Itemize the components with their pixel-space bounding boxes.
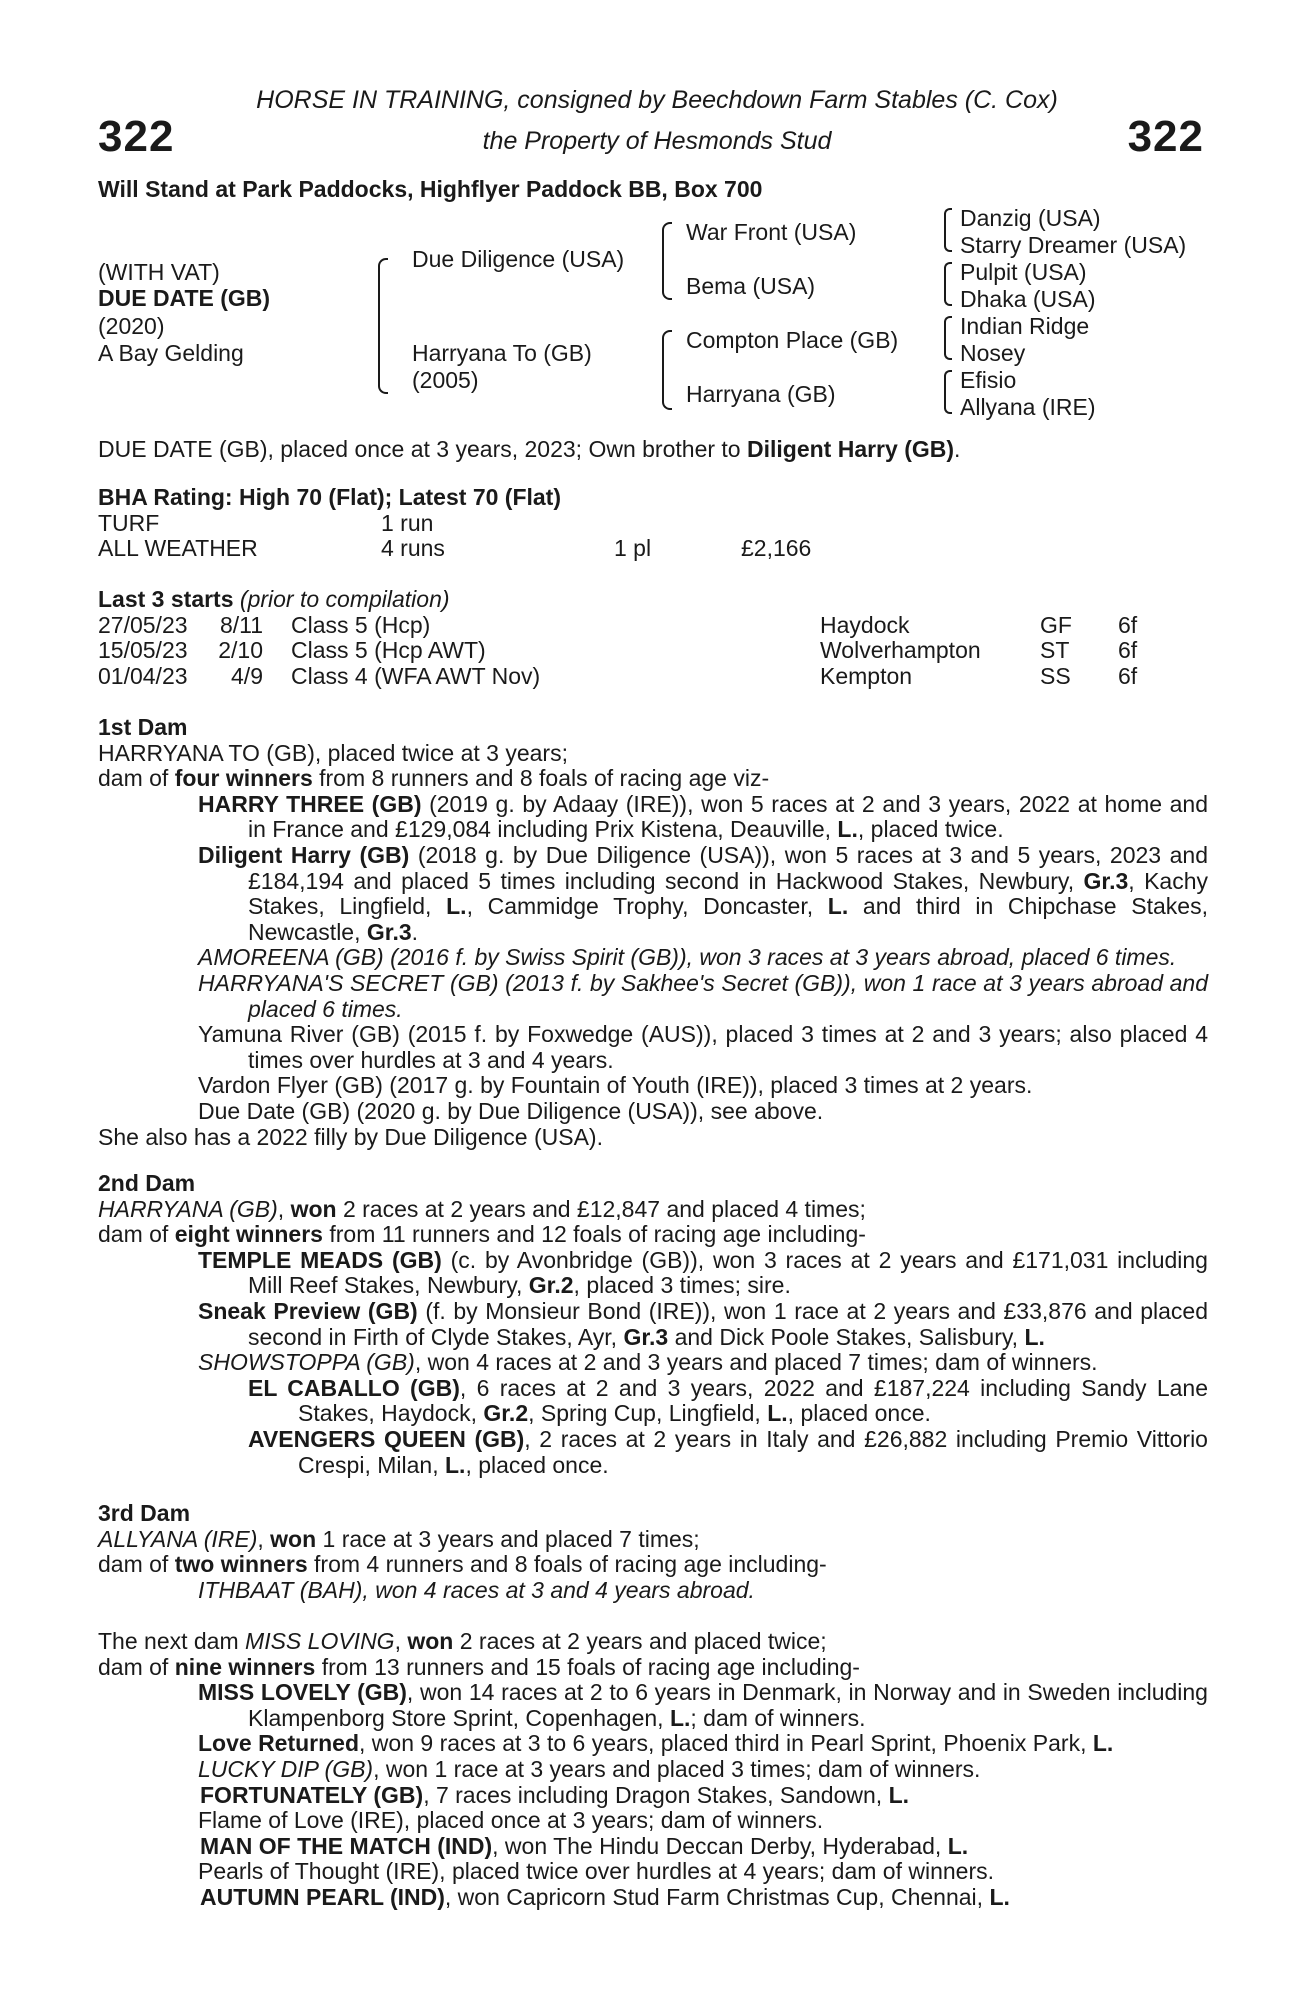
produce-entry	[98, 1680, 1208, 1731]
text: 2 races at 2 years and £12,847 and placed 4 times;	[336, 1195, 866, 1222]
start-course: Wolverhampton	[820, 637, 981, 664]
third-dam-section	[98, 1501, 1208, 1603]
pedigree-g3-7: Efisio	[960, 367, 1017, 393]
produce-entry: Flame of Love (IRE), placed once at 3 years; dam of winners.	[198, 1807, 824, 1834]
rating-turf-row	[98, 511, 1208, 537]
grand-produce-entry	[98, 1885, 1208, 1911]
produce-name: HARRY THREE (GB)	[198, 790, 422, 817]
start-position: 8/11	[219, 611, 263, 638]
pedigree-sire-dam: Bema (USA)	[686, 273, 816, 299]
listed-grade: L.	[947, 1832, 969, 1859]
horse-year: (2020)	[98, 313, 165, 339]
next-dam-produce-line	[98, 1655, 1208, 1681]
first-dam-produce-line	[98, 766, 1208, 792]
listed-grade: L.	[444, 1451, 466, 1478]
second-dam-line	[98, 1197, 1208, 1223]
start-date: 01/04/23	[98, 662, 188, 689]
aw-prize: £2,166	[741, 535, 812, 562]
text: (2018 g. by Due Diligence (USA)), won 5 races at 3 and 5 years, 2023 and £184,194 and placed 5 times including second in Hackwood Stakes, Newbury,	[248, 841, 1208, 894]
won-label: won	[290, 1195, 337, 1222]
text: from 13 runners and 15 foals of racing age including-	[315, 1653, 860, 1680]
next-dam-line	[98, 1629, 1208, 1655]
grand-produce-entry	[98, 1376, 1208, 1427]
group-grade: Gr.3	[366, 918, 412, 945]
produce-entry	[98, 1731, 1208, 1757]
listed-grade: L.	[1024, 1323, 1045, 1350]
start-distance: 6f	[1118, 637, 1138, 664]
text: (c. by Avonbridge (GB)), won 3 races at 2 years and £171,031 including Mill Reef Stakes, Newbury,	[248, 1246, 1208, 1299]
text: from 8 runners and 8 foals of racing age viz-	[312, 765, 770, 792]
pedigree-sire-sire: War Front (USA)	[686, 219, 857, 245]
starts-heading	[98, 587, 1208, 613]
aw-placed: 1 pl	[614, 535, 652, 562]
first-dam-section	[98, 715, 1208, 1150]
produce-entry	[98, 1350, 1208, 1376]
produce-entry	[98, 843, 1208, 945]
text: ; dam of winners.	[690, 1704, 866, 1731]
pedigree-g3-3: Pulpit (USA)	[960, 259, 1087, 285]
text: from 4 runners and 8 foals of racing age including-	[307, 1551, 827, 1578]
start-date: 15/05/23	[98, 637, 188, 664]
listed-grade: L.	[989, 1883, 1010, 1910]
pedigree-brace-dam	[662, 330, 672, 410]
start-going: SS	[1040, 662, 1071, 689]
listed-grade: L.	[446, 893, 467, 920]
property-line: the Property of Hesmonds Stud	[482, 127, 832, 155]
text: 1 race at 3 years and placed 7 times;	[316, 1525, 700, 1552]
rating-title: BHA Rating: High 70 (Flat); Latest 70 (Flat)	[98, 484, 561, 510]
pedigree-brace-sd	[944, 262, 952, 306]
produce-entry	[98, 792, 1208, 843]
second-dam-title: 2nd Dam	[98, 1170, 196, 1196]
text: and third in Chipchase Stakes, Newcastle,	[248, 893, 1208, 945]
winners-count: two winners	[174, 1551, 308, 1578]
text: , 7 races including Dragon Stakes, Sandown,	[423, 1781, 889, 1808]
text: ,	[257, 1525, 271, 1552]
text: , won Capricorn Stud Farm Christmas Cup, Chennai,	[444, 1883, 990, 1910]
start-going: GF	[1040, 611, 1072, 638]
text: , placed twice.	[857, 816, 1004, 843]
start-date: 27/05/23	[98, 611, 188, 638]
start-position: 2/10	[218, 637, 263, 664]
text: The next dam	[98, 1628, 246, 1654]
starts-title: Last 3 starts	[98, 586, 234, 612]
pedigree-g3-8: Allyana (IRE)	[960, 394, 1096, 420]
starts-note: (prior to compilation)	[239, 586, 450, 612]
produce-entry: Due Date (GB) (2020 g. by Due Diligence (USA)), see above.	[198, 1097, 824, 1124]
start-race: Class 4 (WFA AWT Nov)	[291, 662, 541, 689]
text: , won 4 races at 2 and 3 years and placed 7 times; dam of winners.	[414, 1349, 1098, 1376]
pedigree-brace-sire	[662, 222, 672, 300]
aw-label: ALL WEATHER	[98, 535, 258, 562]
start-going: ST	[1040, 637, 1070, 664]
pedigree-brace-main	[378, 258, 388, 394]
produce-name: MAN OF THE MATCH (IND)	[200, 1832, 493, 1859]
grand-produce-entry	[98, 1427, 1208, 1478]
start-race: Class 5 (Hcp)	[291, 611, 431, 638]
consignor-line: HORSE IN TRAINING, consigned by Beechdown Farm Stables (C. Cox)	[256, 86, 1058, 114]
text: (f. by Monsieur Bond (IRE)), won 1 race at 2 years and £33,876 and placed second in Firth of Clyde Stakes, Ayr,	[248, 1297, 1208, 1350]
turf-runs: 1 run	[381, 509, 434, 536]
produce-name: SHOWSTOPPA (GB)	[198, 1349, 415, 1376]
produce-name: AVENGERS QUEEN (GB)	[248, 1425, 525, 1452]
pedigree-dam-sire: Compton Place (GB)	[686, 327, 899, 353]
start-row	[98, 638, 1208, 664]
pedigree-g3-6: Nosey	[960, 340, 1026, 366]
summary-end: .	[954, 436, 961, 462]
pedigree-g3-2: Starry Dreamer (USA)	[960, 232, 1187, 258]
produce-entry	[98, 1299, 1208, 1350]
won-label: won	[407, 1628, 454, 1654]
produce-entry: ITHBAAT (BAH), won 4 races at 3 and 4 years abroad.	[198, 1576, 755, 1603]
start-race: Class 5 (Hcp AWT)	[291, 637, 486, 664]
summary-text: DUE DATE (GB), placed once at 3 years, 2023; Own brother to	[98, 436, 747, 462]
text: from 11 runners and 12 foals of racing age including-	[322, 1221, 866, 1248]
text: (2019 g. by Adaay (IRE)), won 5 races at 2 and 3 years, 2022 at home and in France and £129,084 including Prix Kistena, Deauville,	[248, 790, 1209, 843]
dam-name: ALLYANA (IRE)	[98, 1525, 258, 1552]
winners-count: nine winners	[174, 1653, 316, 1680]
next-dam-section	[98, 1629, 1208, 1911]
produce-entry	[98, 1757, 1208, 1783]
start-row	[98, 664, 1208, 690]
start-course: Haydock	[820, 611, 910, 638]
grand-produce-entry	[98, 1783, 1208, 1809]
group-grade: Gr.3	[1083, 867, 1129, 894]
group-grade: Gr.2	[483, 1400, 529, 1427]
produce-entry: AMOREENA (GB) (2016 f. by Swiss Spirit (GB)), won 3 races at 3 years abroad, placed 6 times.	[198, 944, 1177, 971]
start-position: 4/9	[231, 662, 263, 689]
text: , placed once.	[787, 1400, 931, 1427]
text: and Dick Poole Stakes, Salisbury,	[668, 1323, 1025, 1350]
listed-grade: L.	[837, 816, 858, 843]
grand-produce-entry	[98, 1834, 1208, 1860]
dam-name: MISS LOVING	[245, 1628, 395, 1654]
text: dam of	[98, 1653, 175, 1680]
produce-name: AUTUMN PEARL (IND)	[200, 1883, 445, 1910]
pedigree-g3-4: Dhaka (USA)	[960, 286, 1096, 312]
text: , won 9 races at 3 to 6 years, placed third in Pearl Sprint, Phoenix Park,	[359, 1730, 1093, 1757]
horse-description: A Bay Gelding	[98, 340, 244, 366]
text: dam of	[98, 765, 175, 792]
third-dam-title: 3rd Dam	[98, 1500, 191, 1526]
pedigree-brace-dd	[944, 370, 952, 414]
text: ,	[277, 1195, 291, 1222]
text: , 6 races at 2 and 3 years, 2022 and £187,224 including Sandy Lane Stakes, Haydock,	[298, 1374, 1208, 1427]
pedigree-g3-5: Indian Ridge	[960, 313, 1090, 339]
text: , won 1 race at 3 years and placed 3 times; dam of winners.	[373, 1755, 981, 1782]
lot-number-left: 322	[98, 112, 175, 161]
text: , Spring Cup, Lingfield,	[528, 1400, 768, 1427]
horse-name: DUE DATE (GB)	[98, 285, 271, 311]
text: , 2 races at 2 years in Italy and £26,882 including Premio Vittorio Crespi, Milan,	[298, 1425, 1208, 1478]
text: , Cammidge Trophy, Doncaster,	[466, 893, 828, 920]
text: , Kachy Stakes, Lingfield,	[248, 867, 1208, 920]
summary-line	[98, 436, 960, 462]
produce-name: Sneak Preview (GB)	[198, 1297, 418, 1324]
first-dam-line: HARRYANA TO (GB), placed twice at 3 years;	[98, 739, 568, 766]
group-grade: Gr.2	[528, 1272, 574, 1299]
produce-name: MISS LOVELY (GB)	[198, 1679, 407, 1706]
rating-aw-row	[98, 536, 1208, 562]
produce-name: FORTUNATELY (GB)	[200, 1781, 424, 1808]
pedigree-g3-1: Danzig (USA)	[960, 205, 1101, 231]
pedigree-brace-ds	[944, 316, 952, 360]
text: dam of	[98, 1221, 175, 1248]
pedigree-dam-year: (2005)	[412, 367, 479, 393]
produce-entry: HARRYANA'S SECRET (GB) (2013 f. by Sakhee's Secret (GB)), won 1 race at 3 years abroad and placed 6 times.	[198, 969, 1208, 1022]
produce-name: TEMPLE MEADS (GB)	[198, 1246, 442, 1273]
text: , won The Hindu Deccan Derby, Hyderabad,	[492, 1832, 948, 1859]
vat-status: (WITH VAT)	[98, 259, 220, 285]
text: , placed 3 times; sire.	[573, 1272, 791, 1299]
text: 2 races at 2 years and placed twice;	[453, 1628, 827, 1654]
produce-name: EL CABALLO (GB)	[248, 1374, 460, 1401]
second-dam-produce-line	[98, 1222, 1208, 1248]
start-course: Kempton	[820, 662, 913, 689]
pedigree-sire: Due Diligence (USA)	[412, 246, 625, 272]
start-distance: 6f	[1118, 611, 1138, 638]
third-dam-produce-line	[98, 1552, 1208, 1578]
first-dam-title: 1st Dam	[98, 714, 188, 740]
start-distance: 6f	[1118, 662, 1138, 689]
rating-section	[98, 485, 1208, 562]
listed-grade: L.	[767, 1400, 788, 1427]
start-row	[98, 613, 1208, 639]
won-label: won	[270, 1525, 317, 1552]
pedigree-dam-dam: Harryana (GB)	[686, 381, 836, 407]
produce-name: Diligent Harry (GB)	[198, 841, 410, 868]
text: ,	[394, 1628, 408, 1654]
produce-entry: Yamuna River (GB) (2015 f. by Foxwedge (AUS)), placed 3 times at 2 and 3 years; also placed 4 times over hurdles at 3 and 4 years.	[198, 1021, 1208, 1073]
produce-entry: Vardon Flyer (GB) (2017 g. by Fountain of Youth (IRE)), placed 3 times at 2 years.	[198, 1072, 1033, 1099]
text: dam of	[98, 1551, 175, 1578]
starts-section	[98, 587, 1208, 689]
produce-name: LUCKY DIP (GB)	[198, 1755, 374, 1782]
aw-runs: 4 runs	[381, 535, 445, 562]
group-grade: Gr.3	[623, 1323, 669, 1350]
text: , won 14 races at 2 to 6 years in Denmark, in Norway and in Sweden including Klampenborg Store Sprint, Copenhagen,	[248, 1679, 1208, 1731]
first-dam-note: She also has a 2022 filly by Due Diligence (USA).	[98, 1123, 603, 1150]
pedigree-dam: Harryana To (GB)	[412, 340, 592, 366]
second-dam-section	[98, 1171, 1208, 1478]
winners-count: eight winners	[174, 1221, 323, 1248]
pedigree-brace-ss	[944, 208, 952, 252]
text: .	[411, 918, 419, 945]
lot-number-right: 322	[1127, 112, 1204, 161]
winners-count: four winners	[174, 765, 313, 792]
dam-name: HARRYANA (GB)	[98, 1195, 278, 1222]
produce-name: Love Returned	[198, 1730, 360, 1757]
listed-grade: L.	[669, 1704, 691, 1731]
third-dam-line	[98, 1527, 1208, 1553]
stand-location: Will Stand at Park Paddocks, Highflyer Paddock BB, Box 700	[98, 176, 763, 202]
text: , placed once.	[465, 1451, 609, 1478]
listed-grade: L.	[1092, 1730, 1114, 1757]
produce-entry	[98, 1248, 1208, 1299]
produce-entry: Pearls of Thought (IRE), placed twice over hurdles at 4 years; dam of winners.	[198, 1858, 995, 1885]
summary-brother: Diligent Harry (GB)	[746, 436, 955, 462]
listed-grade: L.	[888, 1781, 910, 1808]
listed-grade: L.	[827, 893, 849, 920]
turf-label: TURF	[98, 509, 160, 536]
